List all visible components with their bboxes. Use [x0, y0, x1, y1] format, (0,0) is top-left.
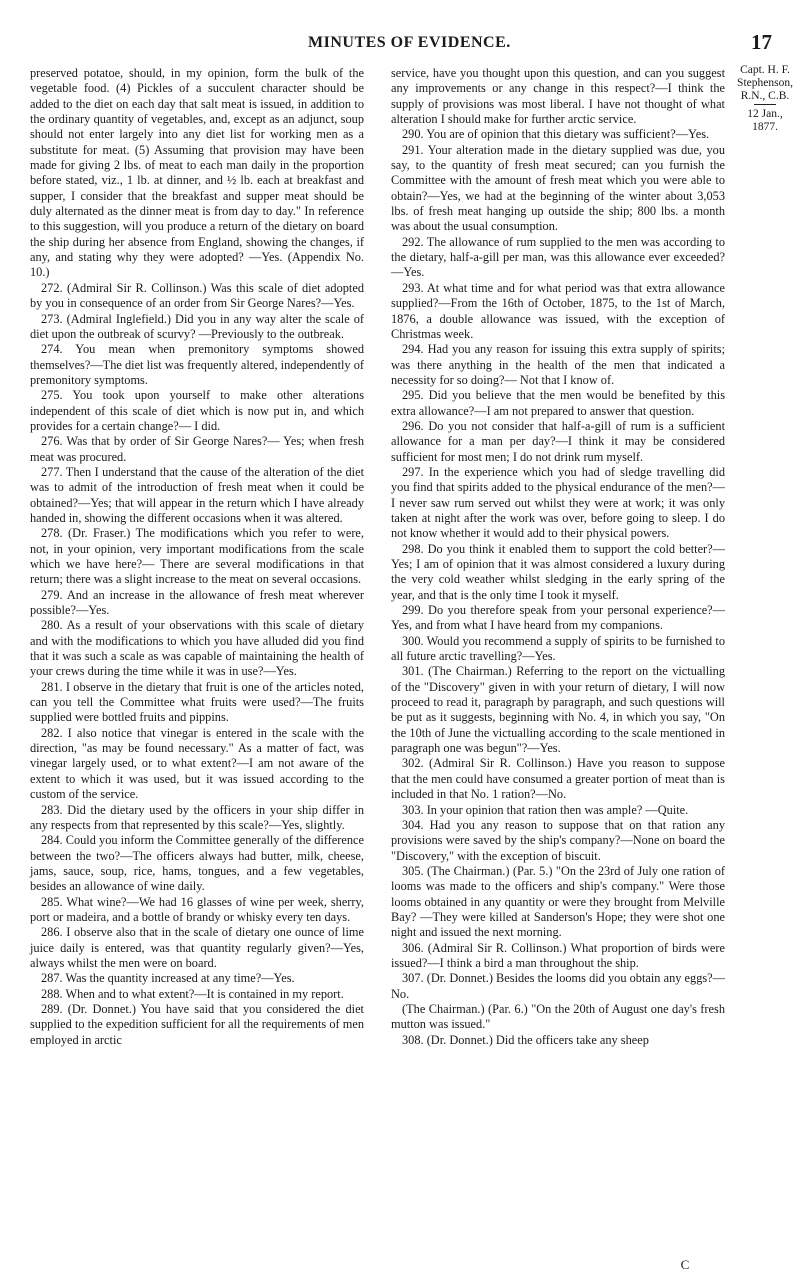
paragraph: 304. Had you any reason to suppose that on that ration any provisions were saved by the ship's company?—None on board the "Discovery," with the exception of biscuit. — [391, 817, 725, 863]
paragraph: 282. I also notice that vinegar is entered in the scale with the direction, "as may be found necessary." As a matter of fact, was vinegar largely used, or to what extent?—I am not aware of the extent to which it was used, but it was issued according to the custom of the service. — [30, 725, 364, 802]
paragraph: 307. (Dr. Donnet.) Besides the looms did you obtain any eggs?—No. — [391, 971, 725, 1001]
paragraph: 303. In your opinion that ration then was ample? —Quite. — [402, 802, 689, 817]
margin-note — [733, 64, 797, 134]
paragraph: 297. In the experience which you had of sledge travelling did you find that spirits added to the physical endurance of the men?—I never saw rum served out whilst they were at work; it was only taken at night after the work was over, before going to sleep. I do not know whether it would add to their physical powers. — [391, 464, 725, 541]
paragraph: 296. Do you not consider that half-a-gill of rum is a sufficient allowance for a man per day?—I think it may be considered sufficient for most men; I do not drink rum myself. — [391, 418, 725, 464]
paragraph: 286. I observe also that in the scale of dietary one ounce of lime juice daily is entered, was that quantity regularly given?—Yes, always whilst the men were on board. — [30, 925, 364, 970]
paragraph: preserved potatoe, should, in my opinion, form the bulk of the vegetable food. (4) Pickles of a succulent character should be added to the diet on each day that salt meat is issued, in addition to the ordinary quantity of vegetables, and, except as an adjunct, soup should not enter largely into any diet list for working men as a substitute for meat. (5) Assuming that provision may have been made for giving 2 lbs. of meat to each man daily in the proportion before stated, viz., 1 lb. at dinner, and ½ lb. each at breakfast and supper, I consider that the breakfast and supper meat should be duly alternated as the dinner meat is from day to day." In reference to this suggestion, will you produce a return of the dietary on board the ship during her absence from England, showing the changes, if any, and stating why they were adopted? —Yes. (Appendix No. 10.) — [30, 66, 364, 280]
paragraph: 285. What wine?—We had 16 glasses of wine per week, sherry, port or madeira, and a bottle of brandy or whisky every ten days. — [30, 894, 364, 924]
paragraph: 278. (Dr. Fraser.) The modifications which you refer to were, not, in your opinion, very important modifications from the scale which we have here?— There are several modifications in that return; there was a slight increase to the meat on several occasions. — [30, 526, 364, 587]
paragraph: 280. As a result of your observations with this scale of dietary and with the modifications to which you have alluded did you find that it was such a scale as was capable of maintaining the health of your crews during the time while it was in use?—Yes. — [30, 618, 364, 679]
paragraph: 283. Did the dietary used by the officers in your ship differ in any respects from that represented by this scale?—Yes, slightly. — [30, 802, 364, 832]
page-header — [0, 26, 800, 56]
paragraph: 298. Do you think it enabled them to support the cold better?—Yes; I am of opinion that it was almost considered a luxury during the very cold weather whilst sledging in the early spring of the year, and that is the only time I took it myself. — [391, 541, 725, 602]
right-column — [391, 66, 725, 1048]
paragraph: 284. Could you inform the Committee generally of the difference between the two?—The officers always had butter, milk, cheese, jams, sauce, soup, rice, hams, tongues, and a few vegetables, besides an allowance of wine daily. — [30, 833, 364, 894]
paragraph: 290. You are of opinion that this dietary was sufficient?—Yes. — [402, 127, 710, 142]
paragraph: 273. (Admiral Inglefield.) Did you in any way alter the scale of diet upon the outbreak of scurvy? —Previously to the outbreak. — [30, 311, 364, 341]
paragraph: 300. Would you recommend a supply of spirits to be furnished to all future arctic travelling?—Yes. — [391, 633, 725, 664]
margin-rule — [754, 104, 776, 105]
signature-mark: C — [680, 1257, 690, 1272]
witness-date: 12 Jan., 1877. — [747, 108, 783, 133]
paragraph: 276. Was that by order of Sir George Nares?— Yes; when fresh meat was procured. — [30, 434, 364, 464]
paragraph: 274. You mean when premonitory symptoms showed themselves?—The diet list was frequently altered, independently of premonitory symptoms. — [30, 342, 364, 387]
witness-name: Capt. H. F. Stephenson, R.N., C.B. — [737, 64, 793, 102]
running-head: MINUTES OF EVIDENCE. — [308, 34, 511, 51]
paragraph: 294. Had you any reason for issuing this extra supply of spirits; was there anything in the health of the men that indicated a necessity for so doing?— Not that I know of. — [391, 342, 725, 387]
page-number: 17 — [751, 30, 772, 54]
paragraph: 301. (The Chairman.) Referring to the report on the victualling of the "Discovery" given in with your return of dietary, I will now proceed to read it, paragraph by paragraph, and such questions will be put as it suggests, beginning with No. 4, in which you say, "On the 10th of June the victualling according to the scale mentioned in paragraph one was begun"?—Yes. — [391, 664, 725, 756]
paragraph: 293. At what time and for what period was that extra allowance supplied?—From the 16th of October, 1875, to the 1st of March, 1876, a double allowance was issued, with the exception of Christmas week. — [391, 280, 725, 341]
paragraph: 299. Do you therefore speak from your personal experience?—Yes, and from what I have heard from my companions. — [391, 603, 725, 633]
paragraph: 281. I observe in the dietary that fruit is one of the articles noted, can you tell the Committee what fruits were used?—The fruits supplied were bottled fruits and pippins. — [30, 679, 364, 725]
paragraph: 292. The allowance of rum supplied to the men was according to the dietary, half-a-gill per man, was this allowance ever exceeded?—Yes. — [391, 234, 725, 280]
paragraph: (The Chairman.) (Par. 6.) "On the 20th of August one day's fresh mutton was issued." — [391, 1001, 725, 1032]
paragraph: 275. You took upon yourself to make other alterations independent of this scale of diet which is now put in, and which provides for a certain change?— I did. — [30, 388, 364, 433]
left-column — [30, 66, 364, 1048]
paragraph: service, have you thought upon this question, and can you suggest any improvements or any change in this respect?—I think the supply of provisions was most liberal. I have not thought of what alteration I should make for further arctic service. — [391, 66, 725, 127]
paragraph: 305. (The Chairman.) (Par. 5.) "On the 23rd of July one ration of looms was made to the officers and ship's company." Were those looms obtained in any quantity or were they brought from Melville Bay? —They were killed at Sanderson's Hope; they were shot one night and issued the next morning. — [391, 863, 725, 940]
paragraph: 272. (Admiral Sir R. Collinson.) Was this scale of diet adopted by you in consequence of an order from Sir George Nares?—Yes. — [30, 280, 364, 311]
paragraph: 295. Did you believe that the men would be benefited by this extra allowance?—I am not prepared to answer that question. — [391, 388, 725, 418]
paragraph: 291. Your alteration made in the dietary supplied was due, you say, to the quantity of fresh meat secured; can you furnish the Committee with the amount of fresh meat which you were able to obtain?—Yes, we had at the beginning of the winter about 3,053 lbs. of fresh meat hanging up outside the ship; 800 lbs. a month was about the usual consumption. — [391, 142, 725, 234]
paragraph: 287. Was the quantity increased at any time?—Yes. — [41, 971, 295, 986]
paragraph: 306. (Admiral Sir R. Collinson.) What proportion of birds were issued?—I think a bird a man throughout the ship. — [391, 940, 725, 970]
paragraph: 308. (Dr. Donnet.) Did the officers take any sheep — [402, 1032, 649, 1047]
paragraph: 279. And an increase in the allowance of fresh meat wherever possible?—Yes. — [30, 587, 364, 618]
paragraph: 289. (Dr. Donnet.) You have said that you considered the diet supplied to the expedition sufficient for all the requirements of men employed in arctic — [30, 1001, 364, 1047]
paragraph: 288. When and to what extent?—It is contained in my report. — [41, 986, 344, 1001]
paragraph: 277. Then I understand that the cause of the alteration of the diet was to admit of the introduction of fresh meat when it could be obtained?—Yes; that will appear in the return which I have already handed in, showing the different occasions when it was altered. — [30, 464, 364, 525]
paragraph: 302. (Admiral Sir R. Collinson.) Have you reason to suppose that the men could have consumed a greater portion of meat than is included in that No. 1 ration?—No. — [391, 756, 725, 802]
